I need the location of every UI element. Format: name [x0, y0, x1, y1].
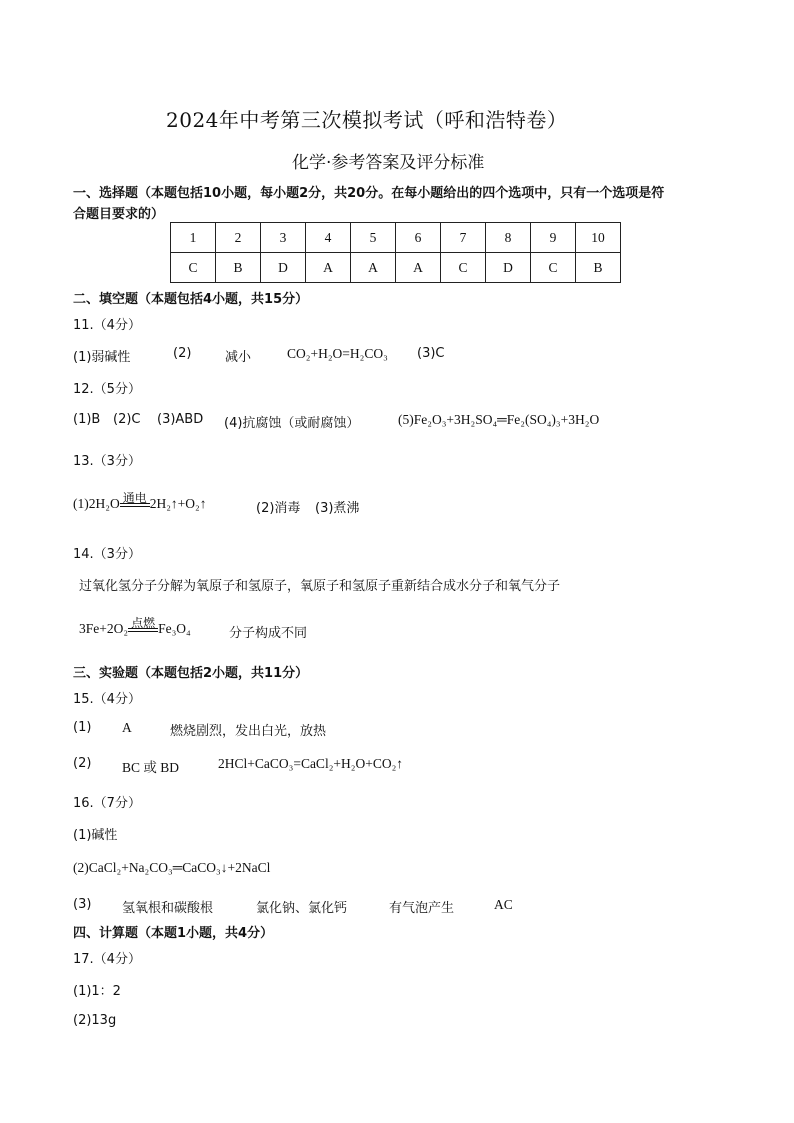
q12-part1: (1)B	[73, 412, 101, 427]
section1-heading: 一、选择题（本题包括10小题，每小题2分，共20分。在每小题给出的四个选项中，只有一个选项是符	[73, 186, 665, 201]
equation-reactants: (1)2H₂O	[73, 496, 120, 511]
page-subtitle: 化学·参考答案及评分标准	[292, 153, 485, 173]
reaction-condition	[120, 491, 150, 512]
answer-table	[170, 222, 621, 283]
q12-part2: (2)C	[113, 412, 141, 427]
condition-label: 点燃	[131, 616, 156, 630]
q12-part5-equation: (5)Fe₂O₃+3H₂SO₄═Fe₂(SO₄)₃+3H₂O	[398, 412, 600, 427]
table-cell: 5	[351, 223, 396, 253]
q14-label: 14.（3分）	[73, 547, 141, 562]
q12-part3: (3)ABD	[157, 412, 204, 427]
q15-part2: (2)	[73, 756, 92, 771]
q11-part2: (2)	[173, 346, 192, 361]
table-cell: 9	[531, 223, 576, 253]
page-title: 2024年中考第三次模拟考试（呼和浩特卷）	[166, 108, 568, 132]
q11-part2-answer: 减小	[225, 350, 252, 365]
q14-equation	[79, 616, 191, 637]
section3-heading: 三、实验题（本题包括2小题，共11分）	[73, 666, 309, 681]
answer-table-answers-row	[171, 253, 621, 283]
q13-label: 13.（3分）	[73, 454, 141, 469]
section4-heading: 四、计算题（本题1小题，共4分）	[73, 926, 274, 941]
table-cell: C	[171, 253, 216, 283]
table-cell: 2	[216, 223, 261, 253]
q16-part3: (3)	[73, 897, 92, 912]
section1-heading-cont: 合题目要求的）	[73, 207, 165, 222]
q13-part2: (2)消毒	[256, 501, 301, 516]
q11-part3: (3)C	[417, 346, 445, 361]
q12-part4: (4)抗腐蚀（或耐腐蚀）	[224, 416, 360, 431]
table-cell: A	[396, 253, 441, 283]
q16-part3-answer2: 氯化钠、氯化钙	[256, 901, 348, 916]
answer-table-numbers-row	[171, 223, 621, 253]
q17-part2: (2)13g	[73, 1013, 117, 1028]
q16-label: 16.（7分）	[73, 796, 141, 811]
q14-line1: 过氧化氢分子分解为氧原子和氢原子，氧原子和氢原子重新结合成水分子和氧气分子	[79, 579, 561, 594]
q15-part2-equation: 2HCl+CaCO₃=CaCl₂+H₂O+CO₂↑	[218, 756, 404, 771]
q14-line3: 分子构成不同	[229, 626, 308, 641]
table-cell: A	[306, 253, 351, 283]
q15-part1-phenomenon: 燃烧剧烈，发出白光，放热	[170, 724, 327, 739]
q16-part2-equation: (2)CaCl₂+Na₂CO₃═CaCO₃↓+2NaCl	[73, 860, 271, 875]
q12-label: 12.（5分）	[73, 382, 141, 397]
table-cell: 3	[261, 223, 306, 253]
q16-part3-answer1: 氢氧根和碳酸根	[122, 901, 214, 916]
equation-products: Fe₃O₄	[158, 621, 191, 636]
q15-part2-answer: BC 或 BD	[122, 760, 180, 775]
q17-part1: (1)1：2	[73, 984, 121, 999]
q16-part1: (1)碱性	[73, 828, 118, 843]
table-cell: 4	[306, 223, 351, 253]
q11-part1: (1)弱碱性	[73, 350, 131, 365]
table-cell: B	[576, 253, 621, 283]
table-cell: 10	[576, 223, 621, 253]
table-cell: C	[531, 253, 576, 283]
q13-part1-equation	[73, 491, 207, 512]
reaction-condition	[128, 616, 158, 637]
section2-heading: 二、填空题（本题包括4小题，共15分）	[73, 292, 309, 307]
q15-part1-answer: A	[122, 720, 132, 735]
table-cell: 6	[396, 223, 441, 253]
table-cell: A	[351, 253, 396, 283]
table-cell: D	[486, 253, 531, 283]
q16-part3-answer4: AC	[494, 897, 513, 912]
table-cell: C	[441, 253, 486, 283]
q16-part3-answer3: 有气泡产生	[389, 901, 455, 916]
table-cell: 8	[486, 223, 531, 253]
q17-label: 17.（4分）	[73, 952, 141, 967]
q11-part2-equation: CO₂+H₂O=H₂CO₃	[287, 346, 388, 361]
table-cell: 7	[441, 223, 486, 253]
q11-label: 11.（4分）	[73, 318, 141, 333]
q15-label: 15.（4分）	[73, 692, 141, 707]
condition-label: 通电	[122, 491, 147, 505]
q13-part3: (3)煮沸	[315, 501, 360, 516]
table-cell: B	[216, 253, 261, 283]
equation-products: 2H₂↑+O₂↑	[149, 496, 207, 511]
table-cell: 1	[171, 223, 216, 253]
q15-part1: (1)	[73, 720, 92, 735]
equation-reactants: 3Fe+2O₂	[79, 621, 129, 636]
table-cell: D	[261, 253, 306, 283]
